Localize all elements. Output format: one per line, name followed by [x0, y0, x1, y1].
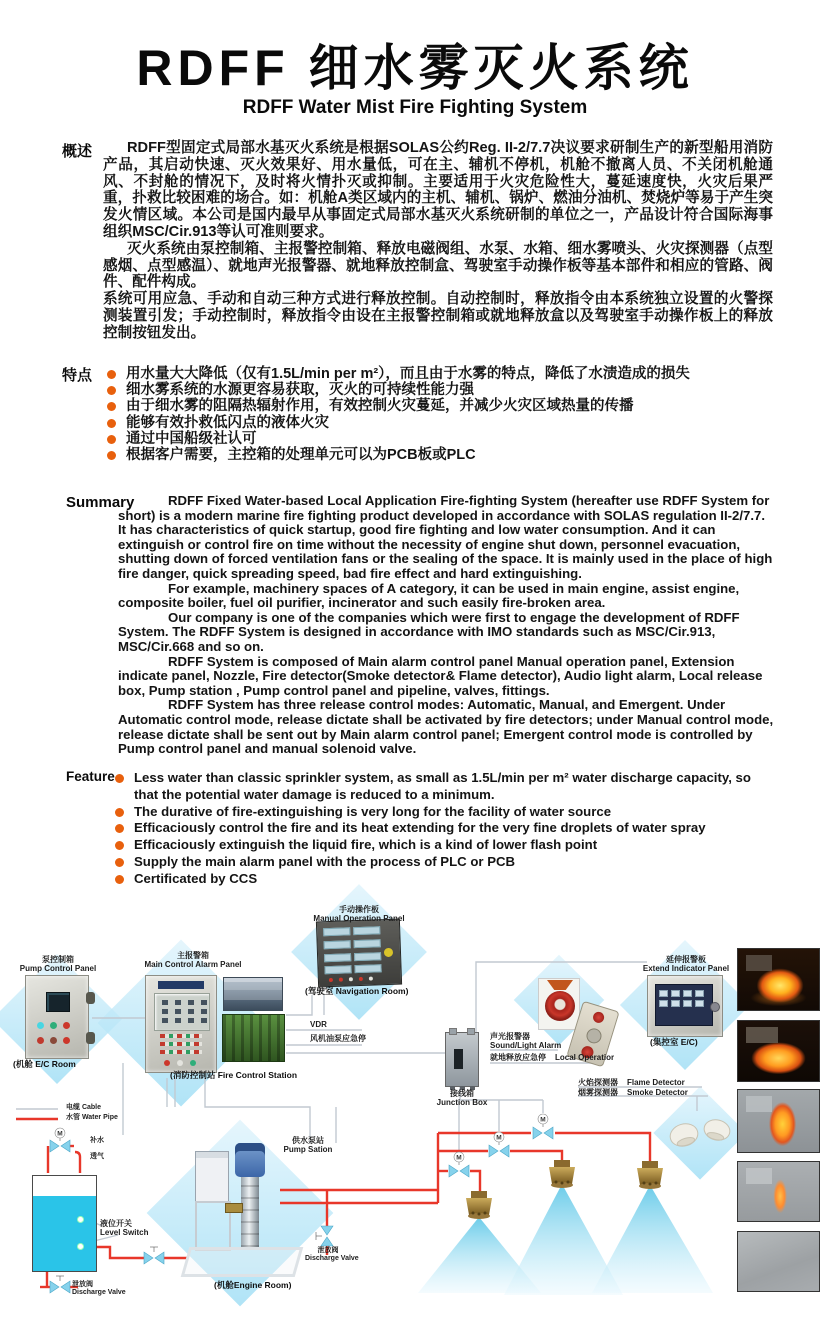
- water-fill-label: 补水: [90, 1137, 104, 1144]
- pump-base-frame: [181, 1247, 304, 1277]
- smoke-detector-pair: [668, 1117, 733, 1149]
- indicator-row: [160, 1042, 202, 1046]
- legend-cable-label: 电缆 Cable: [66, 1104, 102, 1111]
- button-dot: [190, 1060, 196, 1066]
- summary-paragraph: For example, machinery spaces of A category, it can be used in main engine, assist engine, composite boiler, fuel oil purifier, incinerator and such easily fire-broken area.: [118, 580, 740, 611]
- list-item: 由于细水雾的阻隔热辐射作用，有效控制火灾蔓延，并减少火灾区域热量的传播: [104, 398, 774, 414]
- panel-cell: [354, 952, 381, 961]
- panel-face: [154, 993, 210, 1031]
- summary-body: [118, 494, 775, 757]
- button-dot: [37, 1037, 44, 1044]
- suction-valve: [144, 1247, 164, 1264]
- overview-paragraph: RDFF型固定式局部水基灭火系统是根据SOLAS公约Reg. II-2/7.7决议要求研制生产的新型船用消防产品，其启动快速、灭火效果好、用水量低，可在主、辅机不停机，机舱不撤离人员、不关闭机舱通风、不封舱的情况下，及时将火情扑灭或抑制。主要适用于火灾危险性大，蔓延速度快，火灾后果严重，扑救比较困难的场合。如：机舱A类区域内的主机、辅机、锅炉、燃油分油机、焚烧炉等易于产生突发火情区域。本公司是国内最早从事固定式局部水基灭火系统研制的单位之一，产品设计符合国际海事组织MSC/Cir.913等认可准则要求。: [103, 140, 773, 240]
- panel-cell: [354, 964, 381, 973]
- yellow-button: [384, 948, 393, 957]
- panel-cell: [695, 990, 704, 997]
- nozzle-1: [466, 1191, 492, 1219]
- svg-text:M: M: [57, 1130, 63, 1138]
- panel-face: [655, 984, 713, 1026]
- summary-paragraph: Our company is one of the companies which were first to engage the development of RDFF System. The RDFF System is designed in accordance with IMO standards such as MSC/Cir.913, MSC/Cir.668 and so on.: [118, 609, 740, 654]
- panel-cells: [323, 926, 385, 976]
- flame-detector-label: 火焰探测器 Flame Detector: [578, 1078, 685, 1087]
- list-item: 通过中国船级社认可: [104, 431, 774, 447]
- panel-cell: [354, 939, 381, 948]
- fan-pump-stop-label: 风机油泵应急停: [310, 1034, 366, 1043]
- motor-valve-3: [533, 1114, 553, 1139]
- panel-screen: [46, 992, 70, 1012]
- nozzle-3: [637, 1161, 663, 1189]
- summary-paragraph: RDFF System has three release control modes: Automatic, Manual, and Emergent. Under Automatic control mode, release dictate shall be activated by fire detectors; under Manual control mode, release dictate shall be sent out by Main alarm control panel; Emergent control mode is controlled by Pump control panel and manual solenoid valve.: [118, 697, 774, 757]
- panel-cell: [659, 1000, 668, 1007]
- panel-knob: [710, 1002, 720, 1012]
- system-diagram: [0, 895, 830, 1322]
- smoke-detector-label: 烟雾探测器 Smoke Detector: [578, 1088, 688, 1097]
- gray-button: [585, 1027, 604, 1046]
- motor-valve-2: [489, 1132, 509, 1157]
- panel-cell: [324, 966, 351, 975]
- main-alarm-panel-label: 主报警箱 Main Control Alarm Panel: [144, 951, 242, 969]
- list-item: 能够有效扑救低闪点的液体火灾: [104, 415, 774, 431]
- discharge-valve-left-label: 泄放阀 Discharge Valve: [72, 1281, 126, 1296]
- list-item: Efficaciously control the fire and its heat extending for the very fine droplets of water spray: [112, 820, 774, 837]
- extend-indicator-panel: [647, 975, 723, 1037]
- panel-cell: [683, 990, 692, 997]
- overview-body: [103, 140, 773, 342]
- summary-paragraph: RDFF System is composed of Main alarm control panel Manual operation panel, Extension indicate panel, Nozzle, Fire detector(Smoke detector& Flame detector), Audio light alarm, Local release box, Pump station , Pump control panel and pipeline, valves, fittings.: [118, 653, 763, 698]
- indicator-dots: [329, 978, 333, 982]
- button-dot: [164, 1060, 170, 1066]
- list-item: Less water than classic sprinkler system, as small as 1.5L/min per m² water discharge capacity, so that the potential water damage is reduced to a minimum.: [112, 770, 774, 804]
- box-slot: [454, 1049, 463, 1069]
- list-item: Supply the main alarm panel with the process of PLC or PCB: [112, 854, 774, 871]
- panel-buttons-row: [37, 1022, 70, 1029]
- panel-nameplate: [158, 981, 204, 989]
- panel-cell: [659, 990, 668, 997]
- list-item: The durative of fire-extinguishing is very long for the facility of water source: [112, 804, 774, 821]
- alarm-panel-inset-photo: [223, 977, 283, 1011]
- panel-cell: [324, 940, 351, 949]
- page-subtitle: RDFF Water Mist Fire Fighting System: [242, 97, 588, 118]
- pump-outlet: [225, 1203, 243, 1213]
- tank-discharge-valve: [50, 1276, 70, 1293]
- section-label-overview: 概述: [62, 143, 93, 160]
- ec-room-label: (机舱 E/C Room: [13, 1059, 76, 1069]
- sound-light-alarm-label: 声光报警器 Sound/Light Alarm: [490, 1032, 562, 1050]
- main-alarm-panel: [145, 975, 217, 1073]
- panel-cells: [659, 990, 709, 1007]
- panel-cell: [353, 926, 380, 935]
- mount-bracket: [86, 992, 95, 1004]
- panel-buttons-row: [164, 1060, 196, 1066]
- panel-cell: [671, 1000, 680, 1007]
- section-label-summary: Summary: [66, 494, 135, 511]
- panel-cell: [324, 953, 351, 962]
- fire-test-photo-5: [737, 1231, 820, 1292]
- button-dot: [37, 1022, 44, 1029]
- pump-motor: [235, 1143, 265, 1177]
- spray-cones: [418, 1184, 713, 1295]
- svg-text:M: M: [496, 1134, 502, 1142]
- manual-operation-panel-label: 手动操作板 Manual Operation Panel: [313, 905, 405, 923]
- button-dot: [177, 1060, 183, 1066]
- level-switch-label: 液位开关 Level Switch: [100, 1219, 149, 1237]
- fire-test-photo-3: [737, 1089, 820, 1153]
- button-grid: [162, 1000, 168, 1005]
- pump-station-label: 供水泵站 Pump Sation: [283, 1136, 333, 1154]
- fire-test-photo-1: [737, 948, 820, 1011]
- fire-test-photo-4: [737, 1161, 820, 1222]
- discharge-valve-right-label: 泄放阀 Discharge Valve: [305, 1247, 359, 1262]
- overview-paragraph: 灭火系统由泵控制箱、主报警控制箱、释放电磁阀组、水泵、水箱、细水雾喷头、火灾探测器（点型感烟、点型感温）、就地声光报警器、就地释放控制盒、驾驶室手动操作板等基本部件和相应的管路、阀件、配件构成。: [103, 240, 773, 291]
- pump-control-panel: [25, 975, 89, 1059]
- panel-cell: [695, 1000, 704, 1007]
- indicator-row: [160, 1034, 202, 1038]
- panel-cell: [683, 1000, 692, 1007]
- legend-pipe-label: 水管 Water Pipe: [66, 1114, 118, 1121]
- svg-text:M: M: [540, 1116, 546, 1124]
- panel-cell: [323, 927, 350, 936]
- button-dot: [50, 1037, 57, 1044]
- mount-bracket: [86, 1032, 95, 1044]
- button-dot: [63, 1022, 70, 1029]
- button-dot: [50, 1022, 57, 1029]
- button-dot: [63, 1037, 70, 1044]
- pump-discharge-valve: [316, 1226, 333, 1246]
- manual-operation-panel: [316, 919, 402, 988]
- local-operation-label: 就地释放应急停 Local Operatior: [490, 1053, 615, 1062]
- list-item: 根据客户需要，主控箱的处理单元可以为PCB板或PLC: [104, 447, 774, 463]
- svg-text:M: M: [456, 1154, 462, 1162]
- level-probe: [77, 1216, 84, 1223]
- alarm-horn: [545, 991, 575, 1021]
- indicator-row: [160, 1050, 202, 1054]
- navigation-room-label: (驾驶室 Navigation Room): [305, 986, 409, 996]
- section-label-features-en: Feature: [66, 769, 115, 784]
- list-item: Certificated by CCS: [112, 871, 774, 888]
- alarm-light-cap: [547, 980, 573, 990]
- release-button: [592, 1011, 606, 1025]
- pcb-board-inset-photo: [222, 1014, 285, 1062]
- engine-room-label: (机舱Engine Room): [214, 1280, 292, 1290]
- fire-test-photo-2: [737, 1020, 820, 1082]
- tank-water: [33, 1196, 96, 1271]
- features-en-list: [112, 770, 774, 888]
- pump-control-panel-label: 泵控制箱 Pump Control Panel: [19, 955, 97, 973]
- junction-box: [445, 1032, 479, 1087]
- overview-paragraph: 系统可用应急、手动和自动三种方式进行释放控制。自动控制时，释放指令由本系统独立设置的火警探测装置引发；手动控制时，释放指令由设在主报警控制箱或就地释放盒以及驾驶室手动操作板上的释放控制按钮发出。: [103, 291, 773, 341]
- pump-column: [241, 1177, 259, 1247]
- motor-valve-fill: [50, 1128, 70, 1152]
- list-item: 用水量大大降低（仅有1.5L/min per m²），而且由于水雾的特点，降低了水渍造成的损失: [104, 366, 774, 382]
- list-item: 细水雾系统的水源更容易获取，灭火的可持续性能力强: [104, 382, 774, 398]
- vent-label: 透气: [90, 1153, 104, 1160]
- panel-cell: [671, 990, 680, 997]
- mount-tab: [449, 1028, 457, 1035]
- pump-station: [183, 1143, 297, 1283]
- junction-box-label: 接线箱 Junction Box: [436, 1089, 488, 1107]
- summary-paragraph: RDFF Fixed Water-based Local Application Fire-fighting System (hereafter use RDFF System for short) is a modern marine fire fighting product developed in accordance with SOLAS regulation II-2/7.7. It has characteristics of quick startup, good fire fighting and low water consumption. And it can extinguish or control fire on time without the necessity of engine shut down, personnel evacuation, shutting down of forced ventilation fans or the sealing of the space. It is mainly used in the place of high fire danger, quick spreading speed, bad fire effect and hard extinguishing.: [118, 493, 773, 581]
- fire-control-station-label: (消防控制站 Fire Control Station: [170, 1070, 298, 1080]
- extend-indicator-panel-label: 延伸报警板 Extend Indicator Panel: [642, 955, 730, 973]
- cable-lines: [16, 962, 708, 1244]
- features-cn-list: [104, 366, 774, 463]
- pump-control-cabinet: [195, 1151, 229, 1203]
- motor-valve-1: [449, 1152, 469, 1177]
- central-control-room-label: (集控室 E/C): [650, 1037, 698, 1047]
- mount-tab: [467, 1028, 475, 1035]
- section-label-features-cn: 特点: [62, 367, 93, 384]
- level-probe: [77, 1243, 84, 1250]
- vdr-label: VDR: [310, 1020, 327, 1029]
- sound-light-alarm: [538, 978, 580, 1030]
- page-title: RDFF 细水雾灭火系统: [136, 40, 694, 96]
- nozzle-2: [549, 1160, 575, 1188]
- list-item: Efficaciously extinguish the liquid fire, which is a kind of lower flash point: [112, 837, 774, 854]
- water-tank: [32, 1175, 97, 1272]
- panel-buttons-row: [37, 1037, 70, 1044]
